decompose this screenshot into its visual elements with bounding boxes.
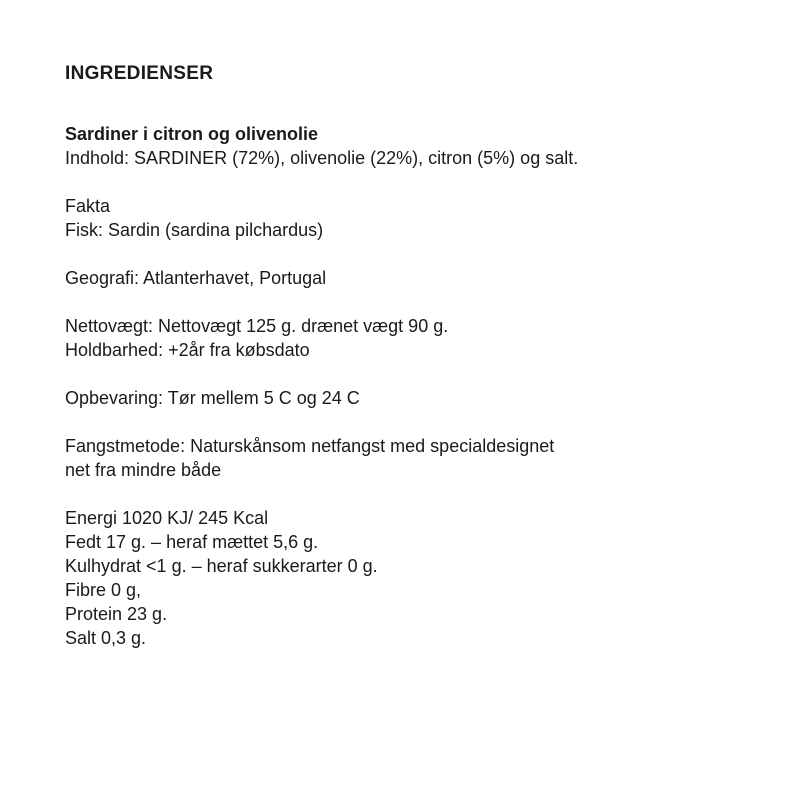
weight-section <box>65 314 655 362</box>
shelf-life-line: Holdbarhed: +2år fra købsdato <box>65 340 310 360</box>
nutrition-fat-line: Fedt 17 g. – heraf mættet 5,6 g. <box>65 532 319 552</box>
ingredients-contents-line: Indhold: SARDINER (72%), olivenolie (22%), citron (5%) og salt. <box>65 148 579 168</box>
nutrition-fiber-line: Fibre 0 g, <box>65 580 142 600</box>
storage-section <box>65 386 655 410</box>
fishing-method-line-1: Fangstmetode: Naturskånsom netfangst med specialdesignet <box>65 436 555 456</box>
storage-line: Opbevaring: Tør mellem 5 C og 24 C <box>65 388 360 408</box>
nutrition-carbohydrate-line: Kulhydrat <1 g. – heraf sukkerarter 0 g. <box>65 556 378 576</box>
product-section <box>65 122 655 170</box>
fishing-method-section <box>65 434 655 482</box>
product-name: Sardiner i citron og olivenolie <box>65 124 319 144</box>
nutrition-protein-line: Protein 23 g. <box>65 604 168 624</box>
page-title: INGREDIENSER <box>65 63 214 84</box>
nutrition-energy-line: Energi 1020 KJ/ 245 Kcal <box>65 508 269 528</box>
geography-line: Geografi: Atlanterhavet, Portugal <box>65 268 327 288</box>
facts-section <box>65 194 655 242</box>
nutrition-section <box>65 506 655 650</box>
geography-section <box>65 266 655 290</box>
fishing-method-line-2: net fra mindre både <box>65 460 222 480</box>
nutrition-salt-line: Salt 0,3 g. <box>65 628 147 648</box>
facts-heading: Fakta <box>65 196 111 216</box>
fish-species-line: Fisk: Sardin (sardina pilchardus) <box>65 220 324 240</box>
net-weight-line: Nettovægt: Nettovægt 125 g. drænet vægt 90 g. <box>65 316 449 336</box>
